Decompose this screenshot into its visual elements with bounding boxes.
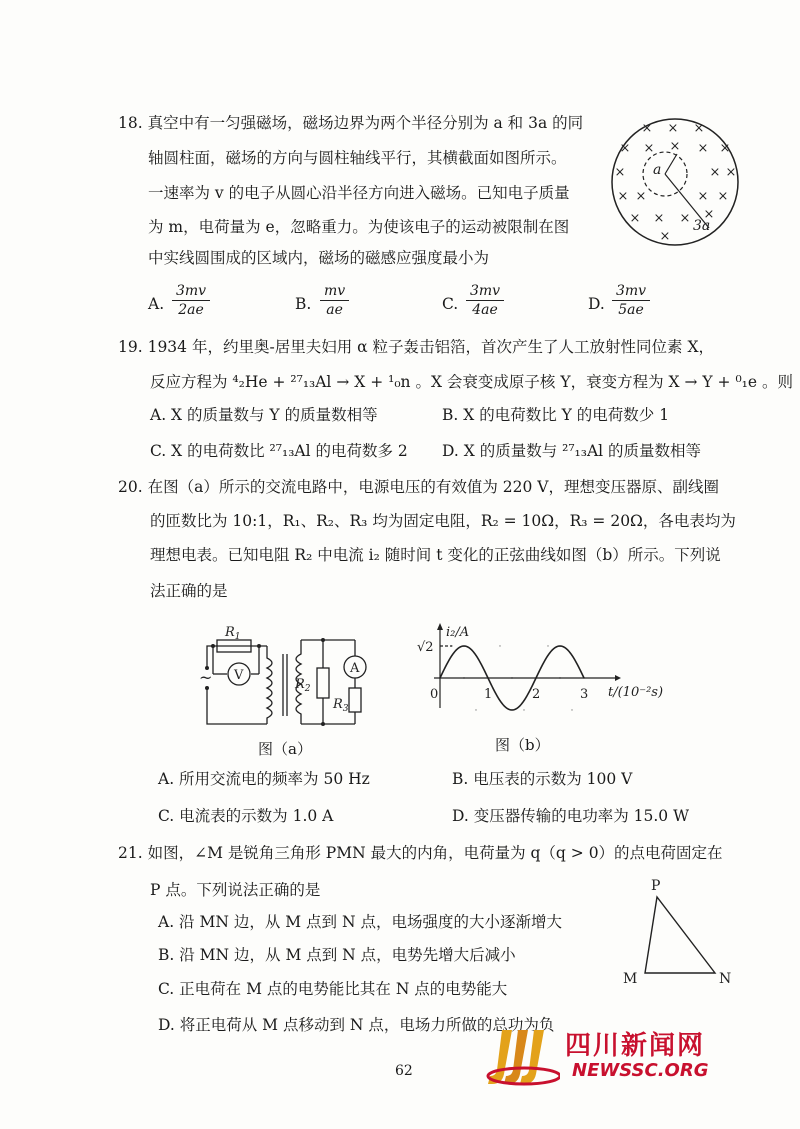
svg-text:×: × xyxy=(703,207,715,222)
voltmeter-label: V xyxy=(234,668,244,683)
q18-line-1: 18. 真空中有一匀强磁场，磁场边界为两个半径分别为 a 和 3a 的同 xyxy=(118,114,584,132)
y-axis-label: i₂/A xyxy=(446,625,470,640)
q21-option-d: D. 将正电荷从 M 点移动到 N 点，电场力所做的总功为负 xyxy=(158,1016,555,1034)
q19-option-b: B. X 的电荷数比 Y 的电荷数少 1 xyxy=(442,406,670,424)
svg-text:×: × xyxy=(697,189,709,204)
q20-line-4: 法正确的是 xyxy=(150,582,228,600)
q19-option-c: C. X 的电荷数比 ²⁷₁₃Al 的电荷数多 2 xyxy=(150,442,408,460)
page-number: 62 xyxy=(395,1063,413,1079)
q20-option-d: D. 变压器传输的电功率为 15.0 W xyxy=(452,807,690,825)
q18-option-d-label: D. xyxy=(588,295,605,313)
svg-text:×: × xyxy=(641,121,653,136)
q21-line-1: 21. 如图，∠M 是锐角三角形 PMN 最大的内角，电荷量为 q（q > 0）的点电荷固定在 xyxy=(118,844,723,862)
q20-option-b: B. 电压表的示数为 100 V xyxy=(452,770,633,788)
y-axis-arrow xyxy=(437,623,443,630)
svg-text:R2: $R_2$ xyxy=(295,677,311,694)
q21-line-2: P 点。下列说法正确的是 xyxy=(150,881,321,899)
circuit-diagram xyxy=(195,618,380,733)
x-tick-label: 1 xyxy=(484,687,493,702)
x-tick-label: 2 xyxy=(532,687,541,702)
q18-option-b-fraction: $\frac{mv}{ae}$ xyxy=(320,282,349,319)
svg-text:×: × xyxy=(635,189,647,204)
q18-option-a-fraction: $\frac{3mv}{2ae}$ xyxy=(172,282,210,319)
outer-radius-label: 3a xyxy=(693,218,711,234)
svg-text:×: × xyxy=(653,211,665,226)
q18-option-b-label: B. xyxy=(295,295,312,313)
svg-text:×: × xyxy=(709,165,721,180)
current-time-chart xyxy=(415,620,665,720)
r3-label: R xyxy=(333,697,343,712)
q18-line-3: 一速率为 v 的电子从圆心沿半径方向进入磁场。已知电子质量 xyxy=(148,184,570,202)
x-axis-arrow xyxy=(615,675,621,681)
q18-option-d-fraction: $\frac{3mv}{5ae}$ xyxy=(612,282,650,319)
inner-radius-label: a xyxy=(653,162,662,178)
triangle-pmn-figure xyxy=(615,875,765,990)
svg-text:×: × xyxy=(629,211,641,226)
r1-label: R xyxy=(225,625,235,640)
fig-b-caption: 图（b） xyxy=(495,736,550,754)
svg-text:×: × xyxy=(719,141,731,156)
watermark-cn: 四川新闻网 xyxy=(565,1031,706,1061)
svg-text:×: × xyxy=(717,189,729,204)
r2-label: R xyxy=(295,677,305,692)
magnetic-field-figure xyxy=(605,110,745,255)
q18-line-4: 为 m，电荷量为 e，忽略重力。为使该电子的运动被限制在图 xyxy=(148,218,570,236)
q18-option-c-label: C. xyxy=(442,295,459,313)
q18-line-5: 中实线圆围成的区域内，磁场的磁感应强度最小为 xyxy=(148,249,490,267)
svg-text:×: × xyxy=(679,211,691,226)
q21-option-c: C. 正电荷在 M 点的电势能比其在 N 点的电势能大 xyxy=(158,980,508,998)
q19-option-d: D. X 的质量数与 ²⁷₁₃Al 的质量数相等 xyxy=(442,442,702,460)
svg-text:×: × xyxy=(693,121,705,136)
x-tick-label: 0 xyxy=(430,687,439,702)
ammeter-label: A xyxy=(350,661,360,676)
point-m-label: M xyxy=(623,971,638,987)
svg-text:×: × xyxy=(614,165,626,180)
x-axis-label: t/(10⁻²s) xyxy=(608,685,664,700)
q19-option-a: A. X 的质量数与 Y 的质量数相等 xyxy=(150,406,378,424)
q20-option-a: A. 所用交流电的频率为 50 Hz xyxy=(158,770,370,788)
svg-text:×: × xyxy=(667,121,679,136)
q18-option-c-fraction: $\frac{3mv}{4ae}$ xyxy=(466,282,504,319)
q20-line-3: 理想电表。已知电阻 R₂ 中电流 i₂ 随时间 t 变化的正弦曲线如图（b）所示。下列说 xyxy=(150,546,721,564)
site-logo-icon xyxy=(484,1022,560,1092)
svg-text:×: × xyxy=(643,141,655,156)
q20-line-1: 20. 在图（a）所示的交流电路中，电源电压的有效值为 220 V，理想变压器原、副线圈 xyxy=(118,478,719,496)
fig-a-caption: 图（a） xyxy=(258,740,312,758)
q20-line-2: 的匝数比为 10:1，R₁、R₂、R₃ 均为固定电阻，R₂ = 10Ω，R₃ = 20Ω，各电表均为 xyxy=(150,512,736,530)
svg-text:×: × xyxy=(697,141,709,156)
y-tick-label: √2 xyxy=(417,640,434,655)
watermark-en: NEWSSC.ORG xyxy=(572,1060,709,1081)
q18-line-2: 轴圆柱面，磁场的方向与圆柱轴线平行，其横截面如图所示。 xyxy=(148,149,567,167)
point-p-label: P xyxy=(651,878,661,894)
q19-line-2: 反应方程为 ⁴₂He + ²⁷₁₃Al → X + ¹₀n 。X 会衰变成原子核 Y，衰变方程为 X → Y + ⁰₁e 。则 xyxy=(150,373,793,391)
point-n-label: N xyxy=(719,971,732,987)
q21-option-b: B. 沿 MN 边，从 M 点到 N 点，电势先增大后减小 xyxy=(158,946,516,964)
ac-source-symbol: ~ xyxy=(199,668,213,687)
svg-text:R3: $R_3$ xyxy=(333,697,349,714)
q20-option-c: C. 电流表的示数为 1.0 A xyxy=(158,807,334,825)
q18-option-a-label: A. xyxy=(148,295,165,313)
svg-text:×: × xyxy=(725,165,737,180)
svg-text:×: × xyxy=(669,139,681,154)
svg-text:×: × xyxy=(619,141,631,156)
svg-text:×: × xyxy=(659,229,671,244)
x-tick-label: 3 xyxy=(580,687,589,702)
q19-line-1: 19. 1934 年，约里奥-居里夫妇用 α 粒子轰击铝箔，首次产生了人工放射性同位素 X， xyxy=(118,338,714,356)
q21-option-a: A. 沿 MN 边，从 M 点到 N 点，电场强度的大小逐渐增大 xyxy=(158,913,562,931)
svg-text:×: × xyxy=(617,189,629,204)
svg-text:R1: $R_1$ xyxy=(225,625,241,642)
